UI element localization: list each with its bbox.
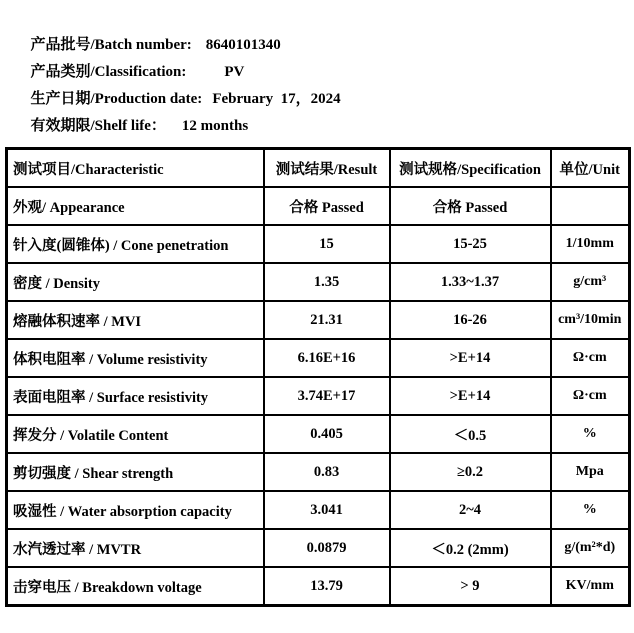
table-row-volume-resistivity [7,339,630,377]
column-header-characteristic: 测试项目/Characteristic [7,149,264,188]
table-row-surface-resistivity [7,377,630,415]
cell-specification: 15-25 [390,225,551,263]
table-row-density [7,263,630,301]
cell-result: 0.405 [264,415,390,453]
cell-unit: 1/10mm [551,225,630,263]
cell-characteristic: 吸湿性 / Water absorption capacity [7,491,264,529]
cell-specification: > 9 [390,567,551,606]
cell-characteristic: 体积电阻率 / Volume resistivity [7,339,264,377]
column-header-result: 测试结果/Result [264,149,390,188]
column-header-specification: 测试规格/Specification [390,149,551,188]
cell-specification: 16-26 [390,301,551,339]
cell-characteristic: 挥发分 / Volatile Content [7,415,264,453]
shelf-life-value: 12 months [181,118,249,134]
batch-number-label: 产品批号/Batch number: [30,37,192,53]
table-row-water-absorption [7,491,630,529]
cell-characteristic: 剪切强度 / Shear strength [7,453,264,491]
cell-unit: % [551,415,630,453]
cell-specification: ＜0.2 (2mm) [390,529,551,567]
product-info-block [8,5,626,134]
cell-result: 13.79 [264,567,390,606]
cell-specification: 合格 Passed [390,187,551,225]
cell-specification: 2~4 [390,491,551,529]
cell-specification: 1.33~1.37 [390,263,551,301]
cell-result: 0.83 [264,453,390,491]
production-date-label: 生产日期/Production date: [30,91,203,107]
cell-unit: KV/mm [551,567,630,606]
cell-characteristic: 击穿电压 / Breakdown voltage [7,567,264,606]
cell-result: 3.041 [264,491,390,529]
classification-label: 产品类别/Classification: [30,64,187,80]
cell-result: 6.16E+16 [264,339,390,377]
cell-characteristic: 熔融体积速率 / MVI [7,301,264,339]
table-row-shear-strength [7,453,630,491]
cell-unit: g/cm³ [551,263,630,301]
table-row-breakdown-voltage [7,567,630,606]
cell-specification: ≥0.2 [390,453,551,491]
cell-unit: cm³/10min [551,301,630,339]
batch-number-line [8,5,626,53]
cell-unit: % [551,491,630,529]
cell-result: 3.74E+17 [264,377,390,415]
cell-result: 15 [264,225,390,263]
cell-characteristic: 水汽透过率 / MVTR [7,529,264,567]
cell-result: 1.35 [264,263,390,301]
table-row-mvi [7,301,630,339]
cell-specification: ＜0.5 [390,415,551,453]
cell-characteristic: 外观/ Appearance [7,187,264,225]
shelf-life-label: 有效期限/Shelf life： [30,118,166,134]
production-date-value: February 17，2024 [212,91,341,107]
cell-result: 21.31 [264,301,390,339]
table-row-mvtr [7,529,630,567]
cell-result: 0.0879 [264,529,390,567]
table-row-cone-penetration [7,225,630,263]
cell-characteristic: 针入度(圆锥体) / Cone penetration [7,225,264,263]
test-results-table [5,147,631,607]
cell-specification: >E+14 [390,339,551,377]
column-header-unit: 单位/Unit [551,149,630,188]
batch-number-value: 8640101340 [205,37,281,53]
table-header-row [7,149,630,188]
cell-specification: >E+14 [390,377,551,415]
cell-unit: Ω·cm [551,339,630,377]
cell-unit: Mpa [551,453,630,491]
cell-characteristic: 表面电阻率 / Surface resistivity [7,377,264,415]
cell-result: 合格 Passed [264,187,390,225]
table-row-volatile-content [7,415,630,453]
cell-unit: Ω·cm [551,377,630,415]
classification-value: PV [224,64,245,80]
table-row-appearance [7,187,630,225]
cell-characteristic: 密度 / Density [7,263,264,301]
cell-unit: g/(m²*d) [551,529,630,567]
cell-unit [551,187,630,225]
